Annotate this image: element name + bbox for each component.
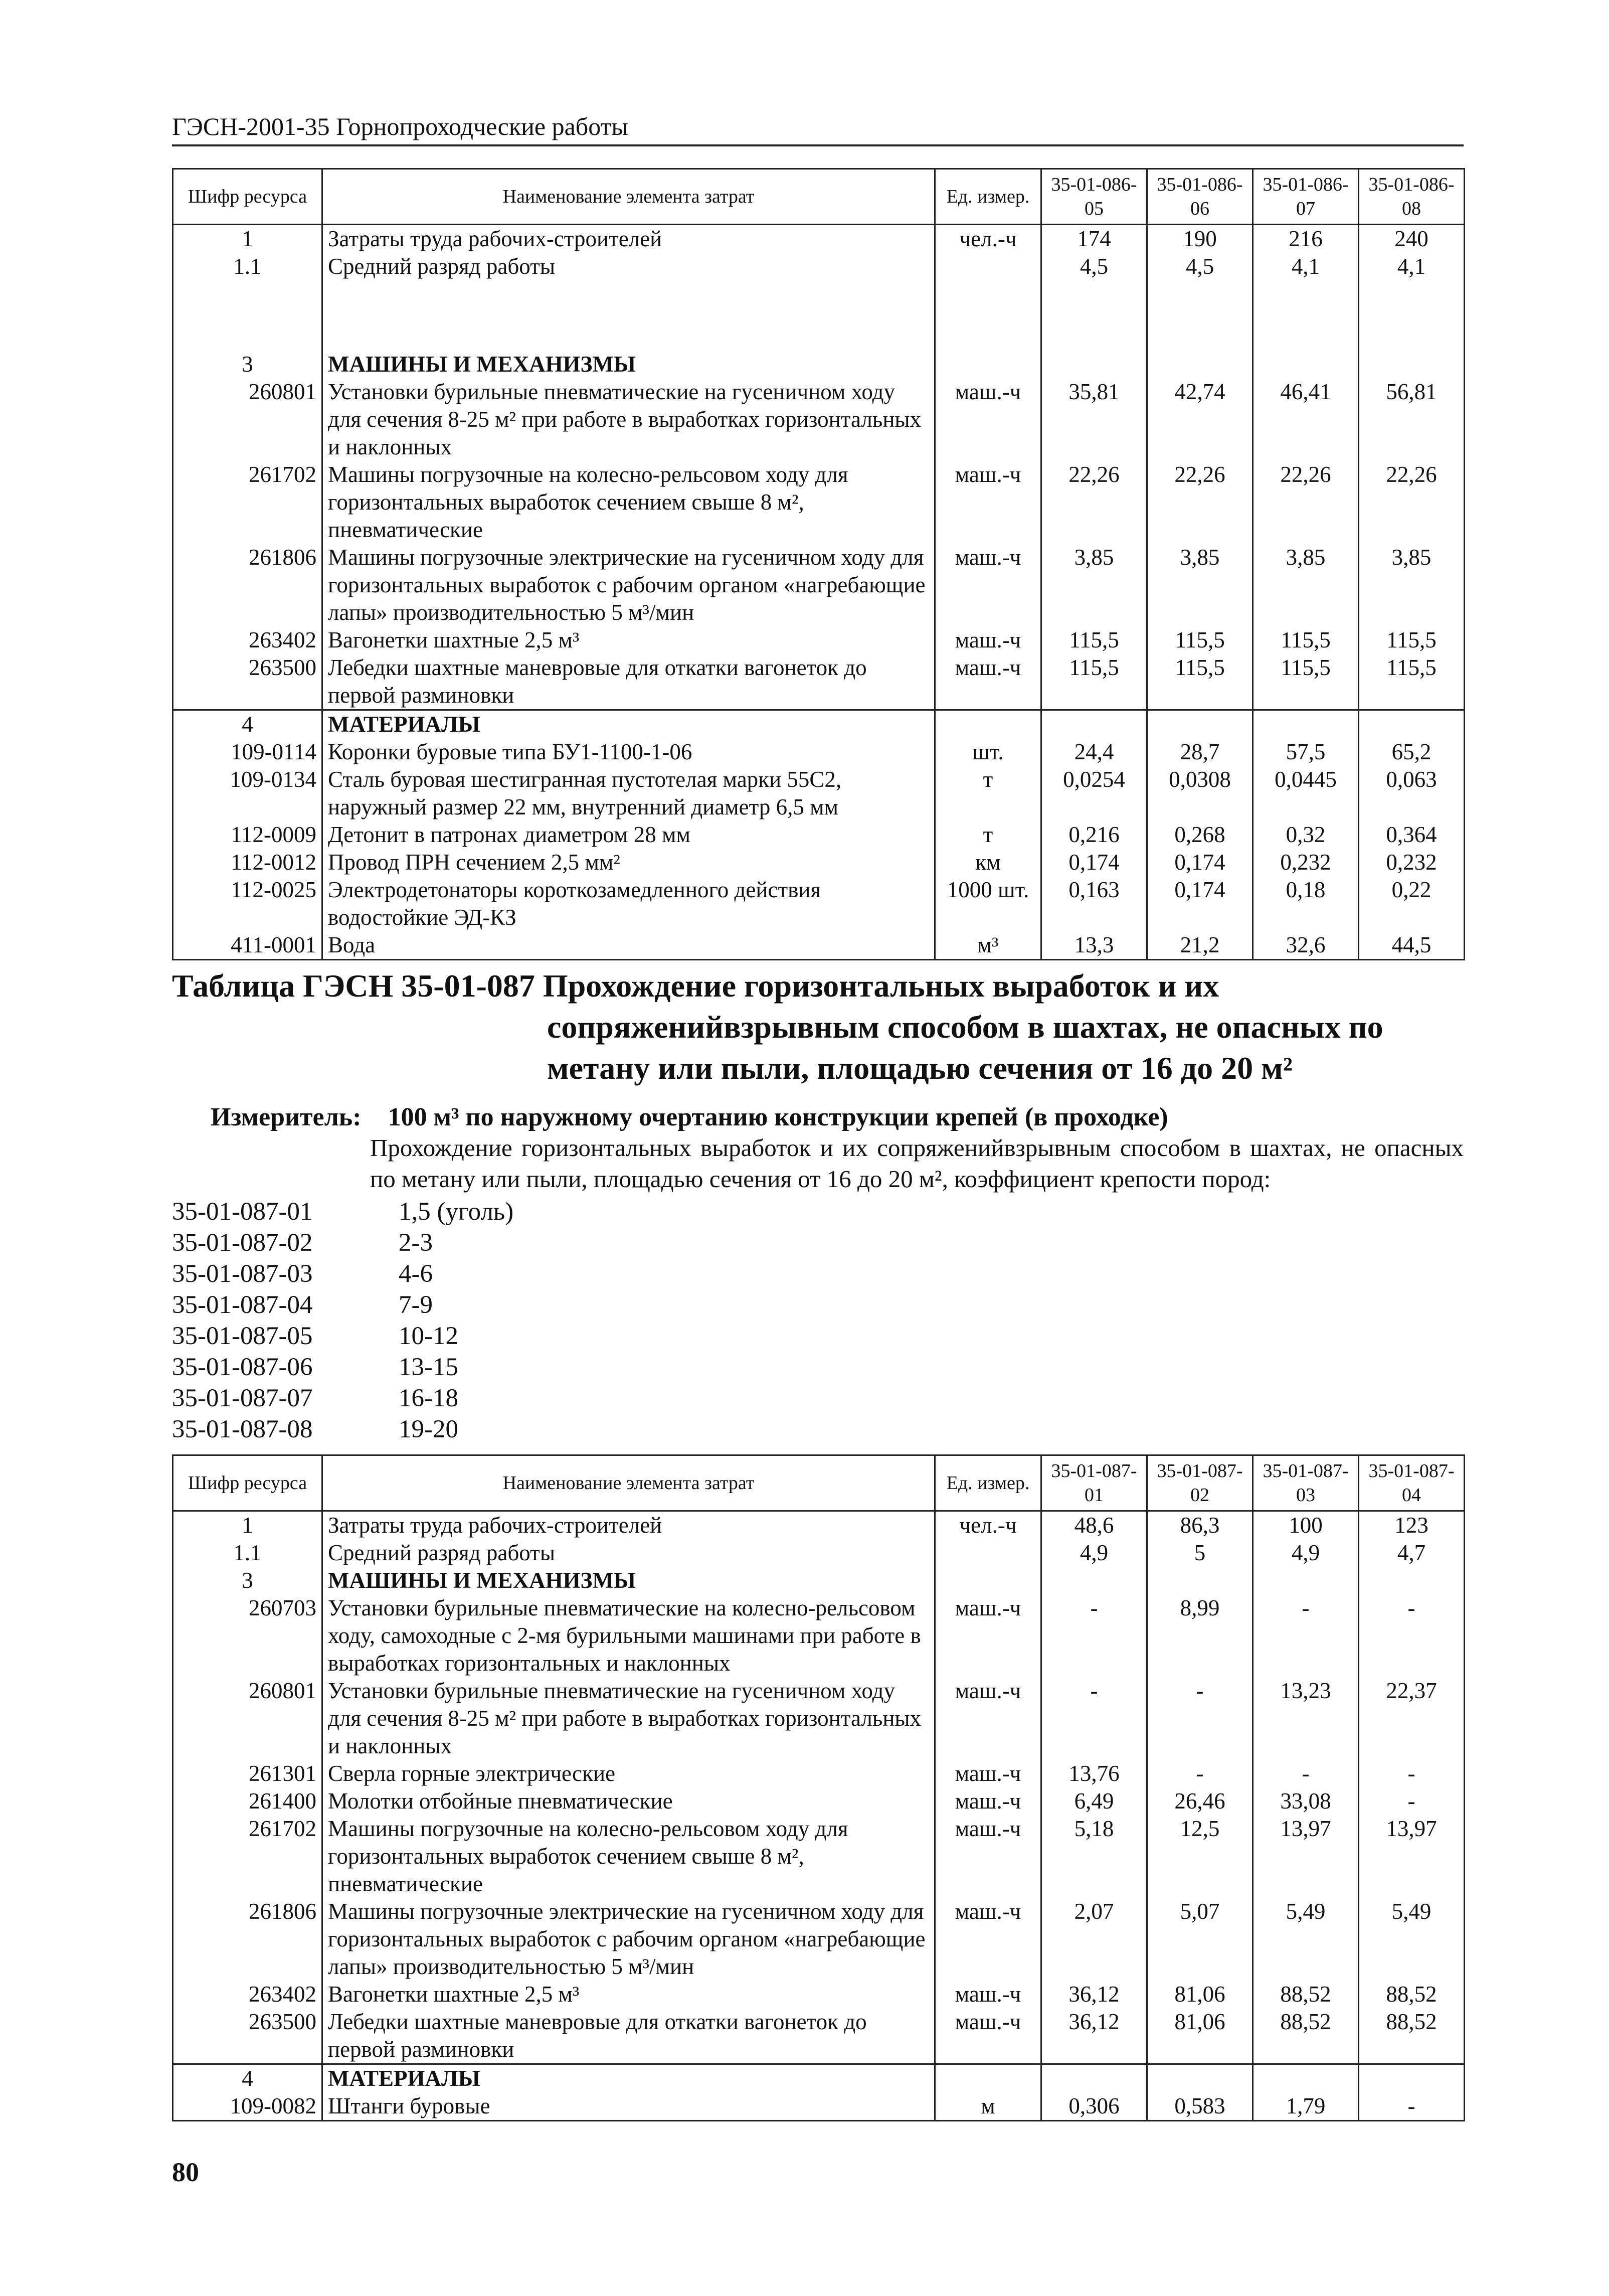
value-cell (1041, 1567, 1147, 1594)
value-cell (1359, 2064, 1465, 2093)
variant-value: 2-3 (399, 1229, 433, 1257)
resource-code-cell: 3 (173, 1567, 322, 1594)
value-cell: 13,97 (1359, 1815, 1465, 1898)
unit-cell (935, 2064, 1041, 2093)
unit-cell: маш.-ч (935, 378, 1041, 461)
table-row (173, 654, 1465, 710)
resource-code-cell: 1 (173, 1511, 322, 1540)
table-row (173, 1511, 1465, 1540)
resource-table-087 (172, 1454, 1465, 2121)
unit-cell: чел.-ч (935, 225, 1041, 253)
col-header-variant: 35-01-087-04 (1359, 1455, 1465, 1511)
value-cell: 115,5 (1041, 626, 1147, 654)
value-cell: 3,85 (1147, 544, 1253, 626)
resource-code-cell: 261400 (173, 1787, 322, 1815)
table-title-line: сопряженийвзрывным способом в шахтах, не опасных по (547, 1009, 1383, 1045)
value-cell (1253, 351, 1359, 378)
value-cell: 0,174 (1147, 876, 1253, 931)
table-header-row (173, 169, 1465, 225)
empty-cell (322, 280, 935, 351)
value-cell: 4,7 (1359, 1539, 1465, 1567)
value-cell: 115,5 (1253, 654, 1359, 710)
table-row (173, 1787, 1465, 1815)
variant-item (172, 1258, 513, 1289)
value-cell: 3,85 (1359, 544, 1465, 626)
value-cell: 13,76 (1041, 1760, 1147, 1787)
resource-code-cell: 109-0134 (173, 766, 322, 821)
unit-cell: шт. (935, 738, 1041, 766)
variant-code: 35-01-087-04 (172, 1291, 313, 1319)
resource-code-cell: 3 (173, 351, 322, 378)
unit-cell: т (935, 821, 1041, 849)
unit-cell: маш.-ч (935, 1898, 1041, 1981)
value-cell: 0,0254 (1041, 766, 1147, 821)
value-cell: 88,52 (1359, 2008, 1465, 2064)
table-row (173, 626, 1465, 654)
value-cell: 0,063 (1359, 766, 1465, 821)
table-row (173, 544, 1465, 626)
unit-cell (935, 253, 1041, 280)
unit-cell (935, 1567, 1041, 1594)
table-title-line: метану или пыли, площадью сечения от 16 до 20 м² (547, 1050, 1293, 1086)
resource-code-cell: 4 (173, 2064, 322, 2093)
col-header-variant: 35-01-087-01 (1041, 1455, 1147, 1511)
table-row (173, 2008, 1465, 2064)
meter-line (211, 1102, 1168, 1132)
variant-list (172, 1196, 513, 1445)
resource-name-cell: Вода (322, 931, 935, 960)
variant-item (172, 1321, 513, 1352)
col-header-variant: 35-01-086-05 (1041, 169, 1147, 225)
value-cell: 4,9 (1253, 1539, 1359, 1567)
unit-cell: чел.-ч (935, 1511, 1041, 1540)
value-cell: 0,268 (1147, 821, 1253, 849)
table-row (173, 1760, 1465, 1787)
value-cell: 48,6 (1041, 1511, 1147, 1540)
resource-name-cell: Установки бурильные пневматические на гусеничном ходу для сечения 8-25 м² при работе в выработках горизонтальных и наклонных (322, 1677, 935, 1760)
value-cell: 0,0445 (1253, 766, 1359, 821)
resource-code-cell: 1.1 (173, 1539, 322, 1567)
variant-value: 4-6 (399, 1260, 433, 1288)
value-cell: 81,06 (1147, 2008, 1253, 2064)
table-row (173, 1594, 1465, 1677)
variant-value: 7-9 (399, 1291, 433, 1319)
variant-item (172, 1196, 513, 1227)
resource-name-cell: МАШИНЫ И МЕХАНИЗМЫ (322, 1567, 935, 1594)
value-cell: 5,18 (1041, 1815, 1147, 1898)
value-cell: 0,32 (1253, 821, 1359, 849)
value-cell: 88,52 (1253, 2008, 1359, 2064)
variant-value: 1,5 (уголь) (399, 1198, 514, 1226)
value-cell: - (1147, 1760, 1253, 1787)
variant-value: 10-12 (399, 1322, 458, 1350)
resource-code-cell: 261702 (173, 1815, 322, 1898)
value-cell: 81,06 (1147, 1981, 1253, 2008)
value-cell (1147, 710, 1253, 739)
col-header-unit: Ед. измер. (935, 169, 1041, 225)
value-cell: 123 (1359, 1511, 1465, 1540)
resource-name-cell: Вагонетки шахтные 2,5 м³ (322, 1981, 935, 2008)
page-number: 80 (172, 2157, 199, 2187)
resource-code-cell: 112-0009 (173, 821, 322, 849)
value-cell (1359, 351, 1465, 378)
resource-name-cell: Машины погрузочные на колесно-рельсовом ходу для горизонтальных выработок сечением свыше 8 м², пневматические (322, 1815, 935, 1898)
variant-item (172, 1414, 513, 1445)
resource-name-cell: Коронки буровые типа БУ1-1100-1-06 (322, 738, 935, 766)
table-row (173, 2092, 1465, 2121)
resource-name-cell: Вагонетки шахтные 2,5 м³ (322, 626, 935, 654)
value-cell: 28,7 (1147, 738, 1253, 766)
col-header-name: Наименование элемента затрат (322, 169, 935, 225)
table-row (173, 378, 1465, 461)
empty-cell (173, 280, 322, 351)
empty-cell (935, 280, 1041, 351)
resource-code-cell: 4 (173, 710, 322, 739)
variant-item (172, 1383, 513, 1414)
resource-code-cell: 261806 (173, 1898, 322, 1981)
value-cell: 0,18 (1253, 876, 1359, 931)
value-cell: 12,5 (1147, 1815, 1253, 1898)
col-header-code: Шифр ресурса (173, 169, 322, 225)
resource-code-cell: 112-0012 (173, 849, 322, 876)
variant-value: 19-20 (399, 1415, 458, 1443)
value-cell: 0,232 (1253, 849, 1359, 876)
resource-name-cell: Машины погрузочные электрические на гусеничном ходу для горизонтальных выработок с рабочим органом «нагребающие лапы» производительностью 5 м³/мин (322, 544, 935, 626)
col-header-variant: 35-01-087-03 (1253, 1455, 1359, 1511)
resource-code-cell: 1 (173, 225, 322, 253)
section-row (173, 2064, 1465, 2093)
resource-name-cell: Сталь буровая шестигранная пустотелая марки 55С2, наружный размер 22 мм, внутренний диаметр 6,5 мм (322, 766, 935, 821)
variant-code: 35-01-087-03 (172, 1260, 313, 1288)
value-cell: 5,49 (1253, 1898, 1359, 1981)
value-cell: - (1359, 1760, 1465, 1787)
value-cell: 174 (1041, 225, 1147, 253)
unit-cell: маш.-ч (935, 1760, 1041, 1787)
value-cell: 32,6 (1253, 931, 1359, 960)
resource-name-cell: Средний разряд работы (322, 253, 935, 280)
table-row (173, 253, 1465, 280)
unit-cell: маш.-ч (935, 1815, 1041, 1898)
resource-code-cell: 109-0114 (173, 738, 322, 766)
value-cell: 36,12 (1041, 2008, 1147, 2064)
value-cell: 56,81 (1359, 378, 1465, 461)
value-cell: 190 (1147, 225, 1253, 253)
variant-code: 35-01-087-07 (172, 1384, 313, 1412)
value-cell: 22,37 (1359, 1677, 1465, 1760)
unit-cell: маш.-ч (935, 1981, 1041, 2008)
resource-name-cell: Сверла горные электрические (322, 1760, 935, 1787)
resource-name-cell: МАШИНЫ И МЕХАНИЗМЫ (322, 351, 935, 378)
variant-item (172, 1227, 513, 1258)
value-cell: 3,85 (1253, 544, 1359, 626)
value-cell: 8,99 (1147, 1594, 1253, 1677)
value-cell: 44,5 (1359, 931, 1465, 960)
resource-name-cell: Лебедки шахтные маневровые для откатки вагонеток до первой разминовки (322, 2008, 935, 2064)
table-body (173, 225, 1465, 960)
value-cell: 0,306 (1041, 2092, 1147, 2121)
value-cell: 13,3 (1041, 931, 1147, 960)
resource-name-cell: Электродетонаторы короткозамедленного действия водостойкие ЭД-КЗ (322, 876, 935, 931)
empty-cell (1041, 280, 1147, 351)
resource-name-cell: МАТЕРИАЛЫ (322, 710, 935, 739)
table-row (173, 1815, 1465, 1898)
variant-code: 35-01-087-05 (172, 1322, 313, 1350)
variant-value: 16-18 (399, 1384, 458, 1412)
value-cell: 22,26 (1147, 461, 1253, 544)
value-cell (1253, 710, 1359, 739)
value-cell: 115,5 (1253, 626, 1359, 654)
value-cell: 115,5 (1147, 654, 1253, 710)
table-title (172, 965, 1464, 1089)
value-cell (1041, 710, 1147, 739)
value-cell: 115,5 (1147, 626, 1253, 654)
value-cell: 0,232 (1359, 849, 1465, 876)
resource-name-cell: МАТЕРИАЛЫ (322, 2064, 935, 2093)
unit-cell: т (935, 766, 1041, 821)
section-row (173, 351, 1465, 378)
table-header-row (173, 1455, 1465, 1511)
value-cell: 88,52 (1359, 1981, 1465, 2008)
table-row (173, 1981, 1465, 2008)
value-cell (1147, 2064, 1253, 2093)
resource-code-cell: 261806 (173, 544, 322, 626)
value-cell (1041, 2064, 1147, 2093)
value-cell: - (1041, 1677, 1147, 1760)
value-cell: 35,81 (1041, 378, 1147, 461)
value-cell: 26,46 (1147, 1787, 1253, 1815)
resource-code-cell: 261301 (173, 1760, 322, 1787)
table-row (173, 1539, 1465, 1567)
unit-cell: маш.-ч (935, 1594, 1041, 1677)
value-cell: - (1359, 1594, 1465, 1677)
resource-code-cell: 263500 (173, 2008, 322, 2064)
table-row (173, 876, 1465, 931)
table-row (173, 225, 1465, 253)
value-cell: 65,2 (1359, 738, 1465, 766)
empty-cell (1147, 280, 1253, 351)
table-row (173, 461, 1465, 544)
value-cell: 42,74 (1147, 378, 1253, 461)
value-cell: 0,163 (1041, 876, 1147, 931)
value-cell: 0,583 (1147, 2092, 1253, 2121)
table-title-line: Таблица ГЭСН 35-01-087 Прохождение горизонтальных выработок и их (172, 968, 1219, 1004)
unit-cell: маш.-ч (935, 544, 1041, 626)
table-body (173, 1511, 1465, 2121)
resource-name-cell: Затраты труда рабочих-строителей (322, 225, 935, 253)
value-cell: 0,364 (1359, 821, 1465, 849)
value-cell: 4,1 (1253, 253, 1359, 280)
unit-cell: км (935, 849, 1041, 876)
table-row (173, 766, 1465, 821)
unit-cell: маш.-ч (935, 1677, 1041, 1760)
resource-name-cell: Затраты труда рабочих-строителей (322, 1511, 935, 1540)
section-row (173, 1567, 1465, 1594)
value-cell: 5,07 (1147, 1898, 1253, 1981)
unit-cell: маш.-ч (935, 2008, 1041, 2064)
variant-item (172, 1289, 513, 1321)
value-cell: 216 (1253, 225, 1359, 253)
value-cell: 46,41 (1253, 378, 1359, 461)
resource-name-cell: Установки бурильные пневматические на гусеничном ходу для сечения 8-25 м² при работе в выработках горизонтальных и наклонных (322, 378, 935, 461)
resource-name-cell: Средний разряд работы (322, 1539, 935, 1567)
unit-cell (935, 710, 1041, 739)
value-cell: 4,1 (1359, 253, 1465, 280)
resource-code-cell: 411-0001 (173, 931, 322, 960)
value-cell: 240 (1359, 225, 1465, 253)
variant-code: 35-01-087-01 (172, 1198, 313, 1226)
value-cell: 22,26 (1359, 461, 1465, 544)
value-cell: 3,85 (1041, 544, 1147, 626)
value-cell: 1,79 (1253, 2092, 1359, 2121)
value-cell: - (1253, 1760, 1359, 1787)
value-cell: 0,216 (1041, 821, 1147, 849)
table-row (173, 821, 1465, 849)
value-cell: 4,5 (1147, 253, 1253, 280)
value-cell: - (1359, 2092, 1465, 2121)
resource-name-cell: Машины погрузочные на колесно-рельсовом ходу для горизонтальных выработок сечением свыше 8 м², пневматические (322, 461, 935, 544)
value-cell (1359, 1567, 1465, 1594)
resource-code-cell: 263402 (173, 626, 322, 654)
value-cell: 22,26 (1041, 461, 1147, 544)
resource-code-cell: 263500 (173, 654, 322, 710)
resource-name-cell: Лебедки шахтные маневровые для откатки вагонеток до первой разминовки (322, 654, 935, 710)
value-cell: 5,49 (1359, 1898, 1465, 1981)
unit-cell: м (935, 2092, 1041, 2121)
value-cell: - (1147, 1677, 1253, 1760)
unit-cell: маш.-ч (935, 461, 1041, 544)
variant-code: 35-01-087-06 (172, 1353, 313, 1381)
value-cell: 21,2 (1147, 931, 1253, 960)
resource-code-cell: 109-0082 (173, 2092, 322, 2121)
resource-name-cell: Детонит в патронах диаметром 28 мм (322, 821, 935, 849)
resource-name-cell: Машины погрузочные электрические на гусеничном ходу для горизонтальных выработок с рабочим органом «нагребающие лапы» производительностью 5 м³/мин (322, 1898, 935, 1981)
value-cell: 57,5 (1253, 738, 1359, 766)
variant-code: 35-01-087-08 (172, 1415, 313, 1443)
value-cell: 88,52 (1253, 1981, 1359, 2008)
value-cell: 0,174 (1041, 849, 1147, 876)
value-cell: 0,174 (1147, 849, 1253, 876)
unit-cell: маш.-ч (935, 654, 1041, 710)
table-row (173, 738, 1465, 766)
col-header-unit: Ед. измер. (935, 1455, 1041, 1511)
resource-code-cell: 260801 (173, 378, 322, 461)
value-cell: 22,26 (1253, 461, 1359, 544)
unit-cell: маш.-ч (935, 626, 1041, 654)
meter-value: 100 м³ по наружному очертанию конструкции крепей (в проходке) (388, 1103, 1168, 1131)
value-cell: 0,22 (1359, 876, 1465, 931)
unit-cell (935, 1539, 1041, 1567)
meter-label: Измеритель: (211, 1103, 362, 1131)
col-header-variant: 35-01-087-02 (1147, 1455, 1253, 1511)
variant-item (172, 1352, 513, 1383)
value-cell: 13,23 (1253, 1677, 1359, 1760)
table-row (173, 849, 1465, 876)
value-cell: 0,0308 (1147, 766, 1253, 821)
value-cell: 86,3 (1147, 1511, 1253, 1540)
unit-cell: м³ (935, 931, 1041, 960)
unit-cell: маш.-ч (935, 1787, 1041, 1815)
value-cell (1147, 351, 1253, 378)
resource-name-cell: Штанги буровые (322, 2092, 935, 2121)
value-cell: 4,9 (1041, 1539, 1147, 1567)
unit-cell (935, 351, 1041, 378)
col-header-variant: 35-01-086-06 (1147, 169, 1253, 225)
value-cell (1041, 351, 1147, 378)
value-cell: - (1041, 1594, 1147, 1677)
resource-code-cell: 263402 (173, 1981, 322, 2008)
resource-code-cell: 260801 (173, 1677, 322, 1760)
col-header-variant: 35-01-086-07 (1253, 169, 1359, 225)
value-cell (1253, 2064, 1359, 2093)
value-cell: 24,4 (1041, 738, 1147, 766)
value-cell: 100 (1253, 1511, 1359, 1540)
value-cell: 115,5 (1359, 626, 1465, 654)
col-header-name: Наименование элемента затрат (322, 1455, 935, 1511)
empty-cell (1253, 280, 1359, 351)
value-cell: - (1253, 1594, 1359, 1677)
page-header: ГЭСН-2001-35 Горнопроходческие работы (172, 111, 1464, 146)
value-cell: 36,12 (1041, 1981, 1147, 2008)
unit-cell: 1000 шт. (935, 876, 1041, 931)
value-cell (1359, 710, 1465, 739)
value-cell (1147, 1567, 1253, 1594)
value-cell: 115,5 (1359, 654, 1465, 710)
value-cell (1253, 1567, 1359, 1594)
table-spacer-row (173, 280, 1465, 351)
table-row (173, 931, 1465, 960)
value-cell: 2,07 (1041, 1898, 1147, 1981)
empty-cell (1359, 280, 1465, 351)
value-cell: 4,5 (1041, 253, 1147, 280)
resource-name-cell: Молотки отбойные пневматические (322, 1787, 935, 1815)
col-header-variant: 35-01-086-08 (1359, 169, 1465, 225)
value-cell: 5 (1147, 1539, 1253, 1567)
value-cell: 115,5 (1041, 654, 1147, 710)
variant-code: 35-01-087-02 (172, 1229, 313, 1257)
col-header-code: Шифр ресурса (173, 1455, 322, 1511)
resource-name-cell: Установки бурильные пневматические на колесно-рельсовом ходу, самоходные с 2-мя бурильными машинами при работе в выработках горизонтальных и наклонных (322, 1594, 935, 1677)
table-row (173, 1677, 1465, 1760)
resource-code-cell: 1.1 (173, 253, 322, 280)
resource-code-cell: 260703 (173, 1594, 322, 1677)
table-row (173, 1898, 1465, 1981)
value-cell: 6,49 (1041, 1787, 1147, 1815)
value-cell: 13,97 (1253, 1815, 1359, 1898)
resource-code-cell: 112-0025 (173, 876, 322, 931)
resource-name-cell: Провод ПРН сечением 2,5 мм² (322, 849, 935, 876)
resource-table-086 (172, 168, 1465, 960)
section-row (173, 710, 1465, 739)
variant-value: 13-15 (399, 1353, 458, 1381)
value-cell: 33,08 (1253, 1787, 1359, 1815)
resource-code-cell: 261702 (173, 461, 322, 544)
table-description: Прохождение горизонтальных выработок и их сопряженийвзрывным способом в шахтах, не опасных по метану или пыли, площадью сечения от 16 до 20 м², коэффициент крепости пород: (370, 1134, 1464, 1193)
value-cell: - (1359, 1787, 1465, 1815)
